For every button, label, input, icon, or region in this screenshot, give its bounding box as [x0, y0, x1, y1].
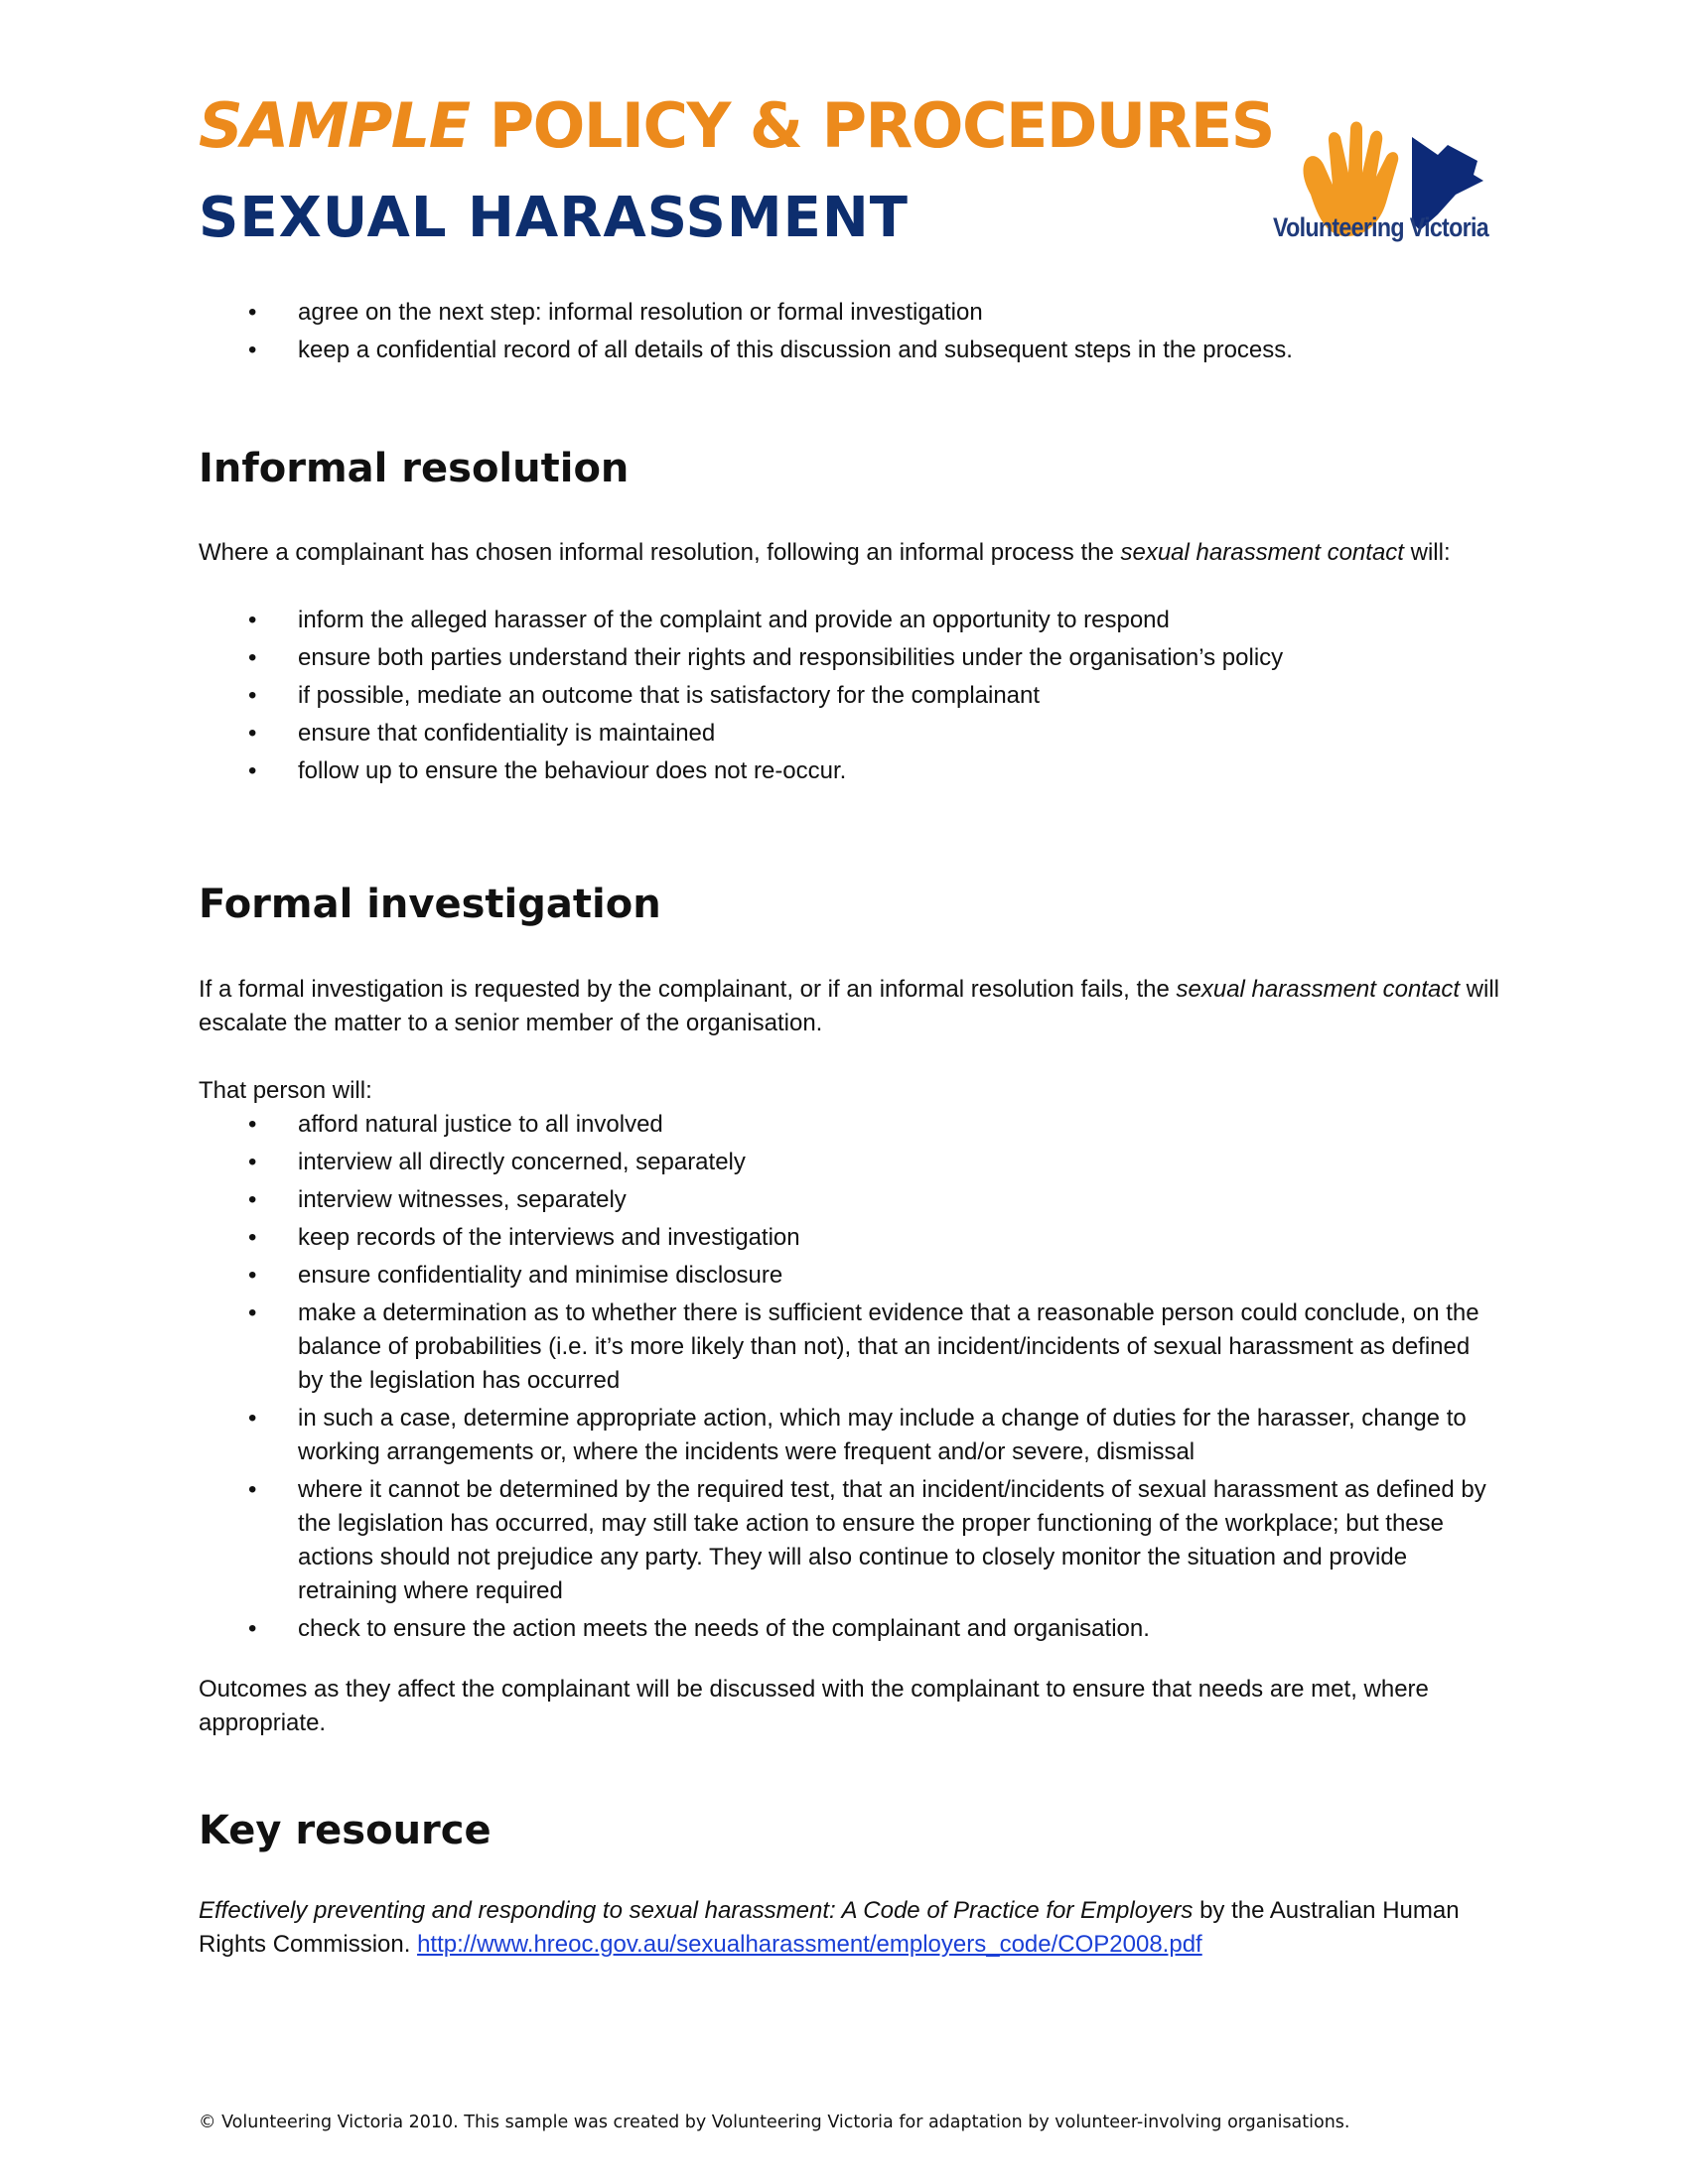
logo-text: Volunteering Victoria [1273, 212, 1488, 242]
bullet-icon: • [248, 1262, 257, 1289]
bullet-icon: • [248, 757, 257, 784]
list-item: • ensure confidentiality and minimise disclosure [199, 1259, 1499, 1293]
bullet-icon: • [248, 337, 257, 363]
list-item: • ensure both parties understand their rights and responsibilities under the organisation’s policy [199, 641, 1499, 675]
key-resource-heading: Key resource [199, 1808, 492, 1853]
list-item: • keep a confidential record of all details of this discussion and subsequent steps in the process. [199, 334, 1499, 367]
formal-bullet-list [199, 1108, 1499, 1650]
informal-lead-paragraph: Where a complainant has chosen informal resolution, following an informal process the sexual harassment contact will: [199, 539, 1451, 566]
title-sample-word: SAMPLE [199, 89, 470, 162]
formal-lead-paragraph: If a formal investigation is requested by the complainant, or if an informal resolution fails, the sexual harassment contact will escalate the matter to a senior member of the organisation. [199, 976, 1499, 1036]
list-item: • agree on the next step: informal resolution or formal investigation [199, 296, 1499, 330]
bullet-icon: • [248, 1149, 257, 1175]
informal-resolution-heading: Informal resolution [199, 446, 630, 491]
document-subtitle: SEXUAL HARASSMENT [199, 186, 909, 250]
list-item: • afford natural justice to all involved [199, 1108, 1499, 1142]
bullet-icon: • [248, 1111, 257, 1138]
bullet-icon: • [248, 607, 257, 633]
list-item: • make a determination as to whether there is sufficient evidence that a reasonable person could conclude, on the balance of probabilities (i.e. it’s more likely than not), that an incident/incidents of sexual harassment as defined by the legislation has occurred [199, 1297, 1499, 1398]
list-item: • check to ensure the action meets the needs of the complainant and organisation. [199, 1612, 1499, 1646]
bullet-icon: • [248, 644, 257, 671]
that-person-will-text: That person will: [199, 1077, 372, 1104]
bullet-icon: • [248, 1615, 257, 1642]
bullet-icon: • [248, 1186, 257, 1213]
bullet-icon: • [248, 1224, 257, 1251]
document-title [199, 89, 1274, 162]
bullet-icon: • [248, 299, 257, 326]
intro-bullet-list [199, 296, 1499, 371]
list-item: • if possible, mediate an outcome that is satisfactory for the complainant [199, 679, 1499, 713]
list-item: • ensure that confidentiality is maintained [199, 717, 1499, 751]
list-item: • keep records of the interviews and investigation [199, 1221, 1499, 1255]
list-item: • interview witnesses, separately [199, 1183, 1499, 1217]
informal-bullet-list [199, 604, 1499, 792]
list-item: • where it cannot be determined by the required test, that an incident/incidents of sexual harassment as defined by the legislation has occurred, may still take action to ensure the proper functioning of the workplace; but these actions should not prejudice any party. They will also continue to closely monitor the situation and provide retraining where required [199, 1473, 1499, 1608]
outcomes-paragraph: Outcomes as they affect the complainant will be discussed with the complainant to ensure that needs are met, where appropriate. [199, 1676, 1429, 1736]
bullet-icon: • [248, 1299, 257, 1326]
list-item: • inform the alleged harasser of the complaint and provide an opportunity to respond [199, 604, 1499, 637]
key-resource-paragraph: Effectively preventing and responding to sexual harassment: A Code of Practice for Employers by the Australian Human Rights Commission. http://www.hreoc.gov.au/sexualharassment/employers_code/COP2008.pdf [199, 1897, 1460, 1958]
footer-copyright: © Volunteering Victoria 2010. This sample was created by Volunteering Victoria for adaptation by volunteer-involving organisations. [199, 2113, 1350, 2132]
bullet-icon: • [248, 1405, 257, 1432]
resource-url-link[interactable]: http://www.hreoc.gov.au/sexualharassment/employers_code/COP2008.pdf [417, 1931, 1202, 1958]
list-item: • in such a case, determine appropriate action, which may include a change of duties for the harasser, change to working arrangements or, where the incidents were frequent and/or severe, dismissal [199, 1402, 1499, 1469]
list-item: • interview all directly concerned, separately [199, 1146, 1499, 1179]
title-rest: POLICY & PROCEDURES [469, 89, 1274, 162]
bullet-icon: • [248, 682, 257, 709]
bullet-icon: • [248, 1476, 257, 1503]
sexual-harassment-contact-term: sexual harassment contact [1120, 539, 1404, 566]
formal-investigation-heading: Formal investigation [199, 882, 661, 927]
bullet-icon: • [248, 720, 257, 747]
resource-title: Effectively preventing and responding to sexual harassment: A Code of Practice for Employers [199, 1897, 1194, 1924]
sexual-harassment-contact-term: sexual harassment contact [1176, 976, 1460, 1003]
list-item: • follow up to ensure the behaviour does not re-occur. [199, 754, 1499, 788]
